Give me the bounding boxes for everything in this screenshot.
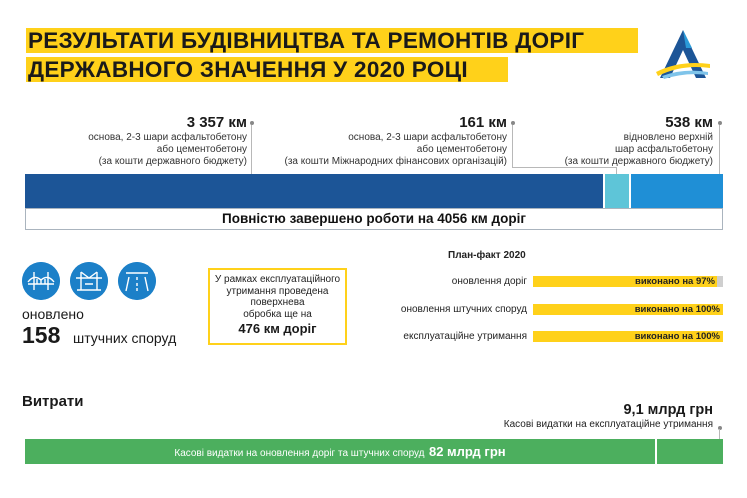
- page-title-line-1: РЕЗУЛЬТАТИ БУДІВНИЦТВА ТА РЕМОНТІВ ДОРІГ: [28, 28, 585, 53]
- road-km-bar: [25, 174, 723, 208]
- maintenance-text-line: обробка ще на: [243, 308, 312, 320]
- maintenance-callout: [208, 268, 347, 345]
- maintenance-text-line: У рамках експлуатаційного: [214, 274, 341, 285]
- plan-fact-status: виконано на 97%: [635, 276, 715, 287]
- stat-desc-line: або цементобетону: [416, 144, 507, 155]
- stat-desc-line: (за кошти державного бюджету): [564, 156, 713, 167]
- plan-fact-title: План-факт 2020: [448, 250, 526, 261]
- costs-title: Витрати: [22, 393, 84, 410]
- ukravtodor-logo-icon: [652, 26, 714, 82]
- plan-fact-status: виконано на 100%: [634, 304, 720, 315]
- stat-desc-line: (за кошти Міжнародних фінансових організацій): [284, 156, 507, 167]
- bridge-icon: [22, 262, 60, 300]
- stat-pointer-line: [719, 125, 720, 175]
- plan-fact-bar: [533, 331, 723, 342]
- structures-unit: штучних споруд: [73, 330, 177, 346]
- road-bar-segment-state-budget: [25, 174, 603, 208]
- maintenance-text-line: поверхнева: [250, 297, 305, 308]
- road-bar-segment-ifi: [605, 174, 629, 208]
- maintenance-km: 476 км доріг: [238, 321, 317, 336]
- repair-cost-label: [25, 439, 655, 464]
- stat-desc-line: відновлено верхній: [623, 132, 713, 143]
- structures-updated-word: оновлено: [22, 306, 84, 322]
- overpass-icon: [70, 262, 108, 300]
- maintenance-cost-desc: Касові видатки на експлуатаційне утримання: [503, 419, 713, 430]
- plan-fact-label: оновлення штучних споруд: [400, 304, 527, 315]
- repair-cost-desc: Касові видатки на оновлення доріг та штучних споруд: [174, 448, 425, 459]
- plan-fact-label: експлуатаційне утримання: [403, 331, 527, 342]
- stat-value: 538 км: [665, 114, 713, 131]
- maintenance-text-line: утримання проведена: [226, 285, 329, 297]
- plan-fact-label: оновлення доріг: [451, 276, 527, 287]
- stat-pointer-line: [512, 125, 513, 167]
- plan-fact-bar: [533, 304, 723, 315]
- stat-desc-line: основа, 2-3 шари асфальтобетону: [88, 132, 247, 143]
- stat-ifi-base: [285, 114, 508, 168]
- road-icon: [118, 262, 156, 300]
- stat-value: 161 км: [459, 114, 507, 131]
- stat-desc-line: шар асфальтобетону: [615, 144, 713, 155]
- completed-summary: Повністю завершено роботи на 4056 км доріг: [25, 208, 723, 230]
- stat-desc-line: основа, 2-3 шари асфальтобетону: [348, 132, 507, 143]
- maintenance-cost-value: 9,1 млрд грн: [623, 402, 713, 418]
- cost-pointer-line: [719, 429, 720, 439]
- stat-desc-line: або цементобетону: [156, 144, 247, 155]
- road-bar-segment-top-layer: [631, 174, 723, 208]
- plan-fact-status: виконано на 100%: [634, 331, 720, 342]
- plan-fact-bar: [533, 276, 723, 287]
- structures-count: 158: [22, 322, 61, 348]
- stat-desc-line: (за кошти державного бюджету): [98, 156, 247, 167]
- maintenance-cost-bar: [657, 439, 723, 464]
- stat-value: 3 357 км: [186, 114, 247, 131]
- stat-state-budget-base: [88, 114, 247, 168]
- page-title-line-2: ДЕРЖАВНОГО ЗНАЧЕННЯ У 2020 РОЦІ: [28, 57, 468, 82]
- plan-fact-bar-remaining: [717, 276, 723, 287]
- repair-cost-value: 82 млрд грн: [428, 444, 506, 459]
- stat-top-layer: [565, 114, 713, 168]
